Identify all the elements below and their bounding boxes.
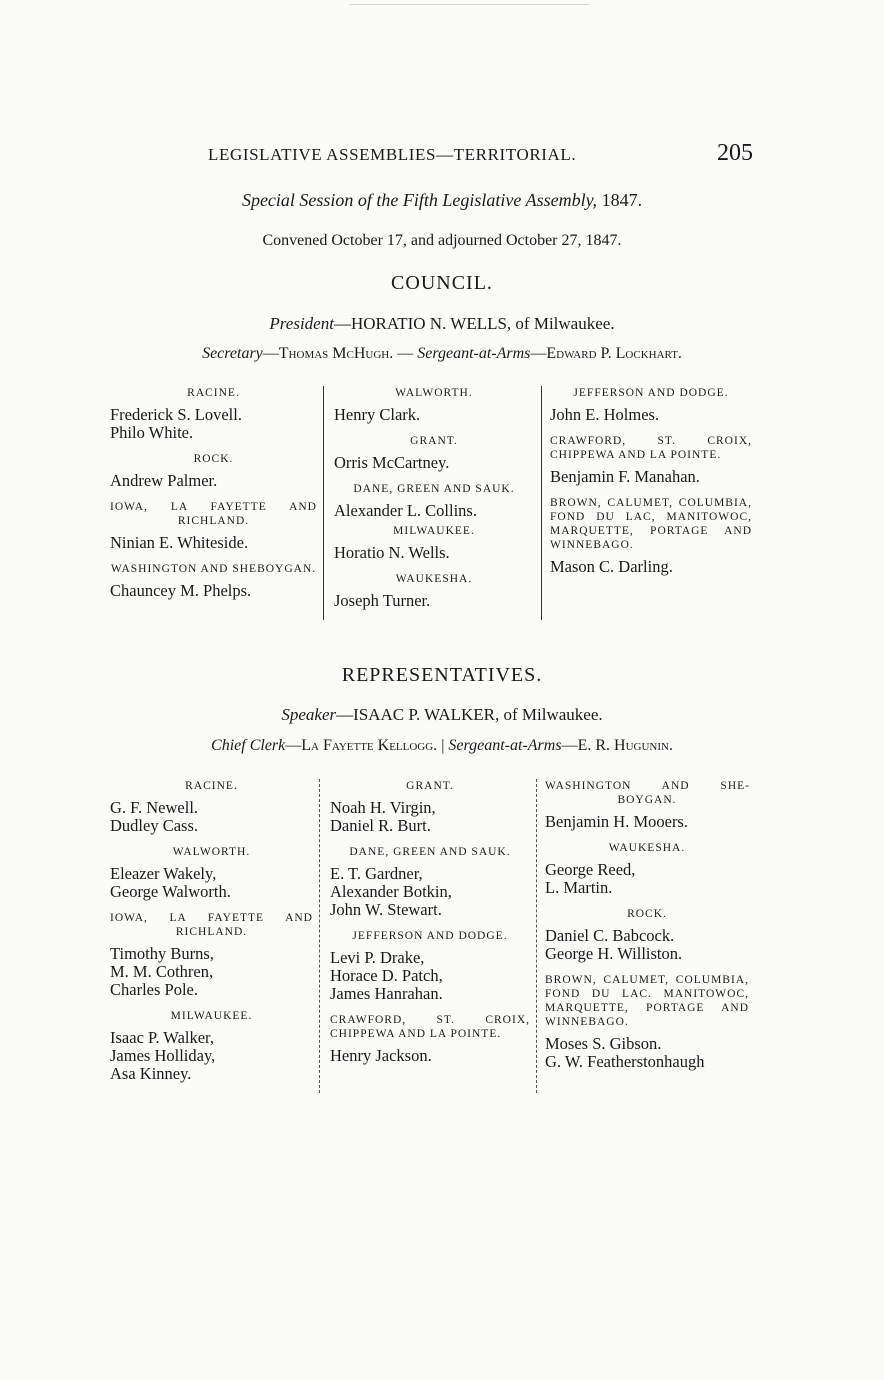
member-name: Alexander L. Collins. — [334, 501, 477, 520]
council-table — [110, 386, 752, 620]
secretary-name: —Thomas McHugh. — [262, 345, 394, 362]
member-name: Moses S. Gibson. — [545, 1034, 662, 1053]
county-group — [110, 562, 317, 600]
county-group — [545, 907, 749, 963]
sergeant-name: —Edward P. Lockhart. — [530, 345, 682, 362]
county-heading: BROWN, CALUMET, COLUMBIA, FOND DU LAC, MANITOWOC, MARQUETTE, PORTAGE AND WINNEBAGO. — [550, 497, 752, 551]
county-heading: RACINE. — [187, 387, 240, 399]
county-heading: CRAWFORD, ST. CROIX, CHIPPEWA AND LA POINTE. — [550, 435, 752, 461]
member-name: John E. Holmes. — [550, 405, 660, 424]
county-group — [545, 841, 749, 897]
county-group — [110, 779, 313, 835]
member-name: James Holliday, — [110, 1046, 216, 1065]
top-rule — [350, 4, 590, 5]
county-group — [334, 482, 534, 520]
member-name: Eleazer Wakely, — [110, 864, 217, 883]
county-heading: IOWA, LA FAYETTE AND RICHLAND. — [110, 501, 317, 527]
county-group — [110, 386, 317, 442]
county-heading: ROCK. — [627, 908, 667, 920]
member-name: Chauncey M. Phelps. — [110, 581, 252, 600]
sergeant-label: Sergeant-at-Arms — [448, 737, 562, 754]
reps-column-3 — [536, 779, 749, 1093]
county-heading: BROWN, CALUMET, COLUMBIA, FOND DU LAC. MANITOWOC, MARQUETTE, PORTAGE AND WINNEBAGO. — [545, 974, 749, 1028]
member-name: Ninian E. Whiteside. — [110, 533, 249, 552]
county-group — [330, 1013, 530, 1065]
member-name: G. F. Newell. — [110, 798, 199, 817]
member-name: Henry Jackson. — [330, 1046, 432, 1065]
representatives-table — [110, 779, 749, 1093]
member-name: E. T. Gardner, — [330, 864, 423, 883]
member-name: Daniel R. Burt. — [330, 816, 431, 835]
county-group — [334, 386, 534, 424]
member-name: Orris McCartney. — [334, 453, 450, 472]
county-heading: WALWORTH. — [172, 846, 251, 858]
member-name: George H. Williston. — [545, 944, 683, 963]
county-group — [545, 779, 749, 831]
council-heading: COUNCIL. — [391, 272, 493, 294]
member-name: Horatio N. Wells. — [334, 543, 450, 562]
county-heading: JEFFERSON AND DODGE. — [573, 387, 729, 399]
county-heading: GRANT. — [406, 780, 454, 792]
member-name: G. W. Featherstonhaugh — [545, 1052, 705, 1071]
member-name: Dudley Cass. — [110, 816, 198, 835]
representatives-heading: REPRESENTATIVES. — [341, 664, 543, 686]
clerk-name: —La Fayette Kellogg. — [285, 737, 438, 754]
council-column-3 — [541, 386, 752, 620]
session-title — [0, 190, 884, 211]
county-heading: CRAWFORD, ST. CROIX, CHIPPEWA AND LA POINTE. — [330, 1014, 530, 1040]
county-group — [330, 779, 530, 835]
speaker-name: —ISAAC P. WALKER, of Milwaukee. — [336, 705, 603, 724]
county-heading: DANE, GREEN AND SAUK. — [349, 846, 511, 858]
county-heading: JEFFERSON AND DODGE. — [352, 930, 508, 942]
representatives-speaker — [0, 705, 884, 725]
county-group — [550, 496, 752, 576]
secretary-label: Secretary — [202, 345, 263, 362]
member-name: Asa Kinney. — [110, 1064, 192, 1083]
county-group — [550, 386, 752, 424]
sergeant-name: —E. R. Hugunin. — [561, 737, 673, 754]
president-label: President — [269, 314, 334, 333]
county-heading: RACINE. — [185, 780, 238, 792]
county-group — [110, 500, 317, 552]
member-name: Benjamin H. Mooers. — [545, 812, 688, 831]
county-heading: MILWAUKEE. — [393, 525, 475, 537]
county-group — [334, 572, 534, 610]
member-name: Joseph Turner. — [334, 591, 431, 610]
speaker-label: Speaker — [281, 705, 337, 724]
county-group — [330, 845, 530, 919]
county-heading: WAUKESHA. — [395, 573, 473, 585]
session-convened: Convened October 17, and adjourned October 27, 1847. — [262, 232, 622, 249]
county-heading: IOWA, LA FAYETTE AND RICHLAND. — [110, 912, 313, 938]
session-title-text: Special Session of the Fifth Legislative Assembly, — [241, 190, 598, 210]
county-heading: GRANT. — [410, 435, 458, 447]
council-column-2 — [323, 386, 541, 620]
county-heading: WASHINGTON AND SHEBOYGAN. — [545, 780, 749, 806]
county-heading: ROCK. — [193, 453, 234, 465]
member-name: Noah H. Virgin, — [330, 798, 436, 817]
sergeant-label: Sergeant-at-Arms — [417, 345, 531, 362]
county-group — [334, 524, 534, 562]
member-name: Timothy Burns, — [110, 944, 214, 963]
officer-separator: | — [437, 737, 449, 754]
county-group — [110, 1009, 313, 1083]
member-name: Andrew Palmer. — [110, 471, 218, 490]
member-name: John W. Stewart. — [330, 900, 442, 919]
member-name: James Hanrahan. — [330, 984, 443, 1003]
representatives-officers — [0, 737, 884, 755]
county-group — [110, 452, 317, 490]
reps-column-2 — [319, 779, 536, 1093]
member-name: Frederick S. Lovell. — [110, 405, 242, 424]
county-group — [545, 973, 749, 1071]
reps-column-1 — [110, 779, 319, 1093]
member-name: Horace D. Patch, — [330, 966, 443, 985]
member-name: Philo White. — [110, 423, 194, 442]
member-name: Mason C. Darling. — [550, 557, 673, 576]
county-heading: MILWAUKEE. — [170, 1010, 253, 1022]
page-number: 205 — [717, 140, 753, 166]
member-name: M. M. Cothren, — [110, 962, 214, 981]
president-name: —HORATIO N. WELLS, of Milwaukee. — [333, 314, 615, 333]
county-group — [330, 929, 530, 1003]
running-head-title: LEGISLATIVE ASSEMBLIES—TERRITORIAL. — [208, 145, 577, 164]
county-group — [110, 845, 313, 901]
member-name: George Reed, — [545, 860, 636, 879]
member-name: Levi P. Drake, — [330, 948, 425, 967]
member-name: Henry Clark. — [334, 405, 421, 424]
county-heading: WALWORTH. — [395, 387, 473, 399]
council-officers — [0, 345, 884, 363]
council-column-1 — [110, 386, 323, 620]
member-name: Benjamin F. Manahan. — [550, 467, 700, 486]
county-heading: WASHINGTON AND SHEBOYGAN. — [110, 563, 317, 575]
session-year: 1847. — [601, 190, 643, 210]
county-heading: WAUKESHA. — [608, 842, 686, 854]
member-name: Daniel C. Babcock. — [545, 926, 675, 945]
officer-separator: — — [393, 345, 418, 362]
clerk-label: Chief Clerk — [211, 737, 286, 754]
council-president — [0, 314, 884, 334]
member-name: L. Martin. — [545, 878, 613, 897]
member-name: Isaac P. Walker, — [110, 1028, 215, 1047]
county-heading: DANE, GREEN AND SAUK. — [353, 483, 515, 495]
county-group — [334, 434, 534, 472]
member-name: George Walworth. — [110, 882, 231, 901]
running-head — [208, 140, 753, 167]
member-name: Charles Pole. — [110, 980, 198, 999]
county-group — [550, 434, 752, 486]
member-name: Alexander Botkin, — [330, 882, 452, 901]
county-group — [110, 911, 313, 999]
